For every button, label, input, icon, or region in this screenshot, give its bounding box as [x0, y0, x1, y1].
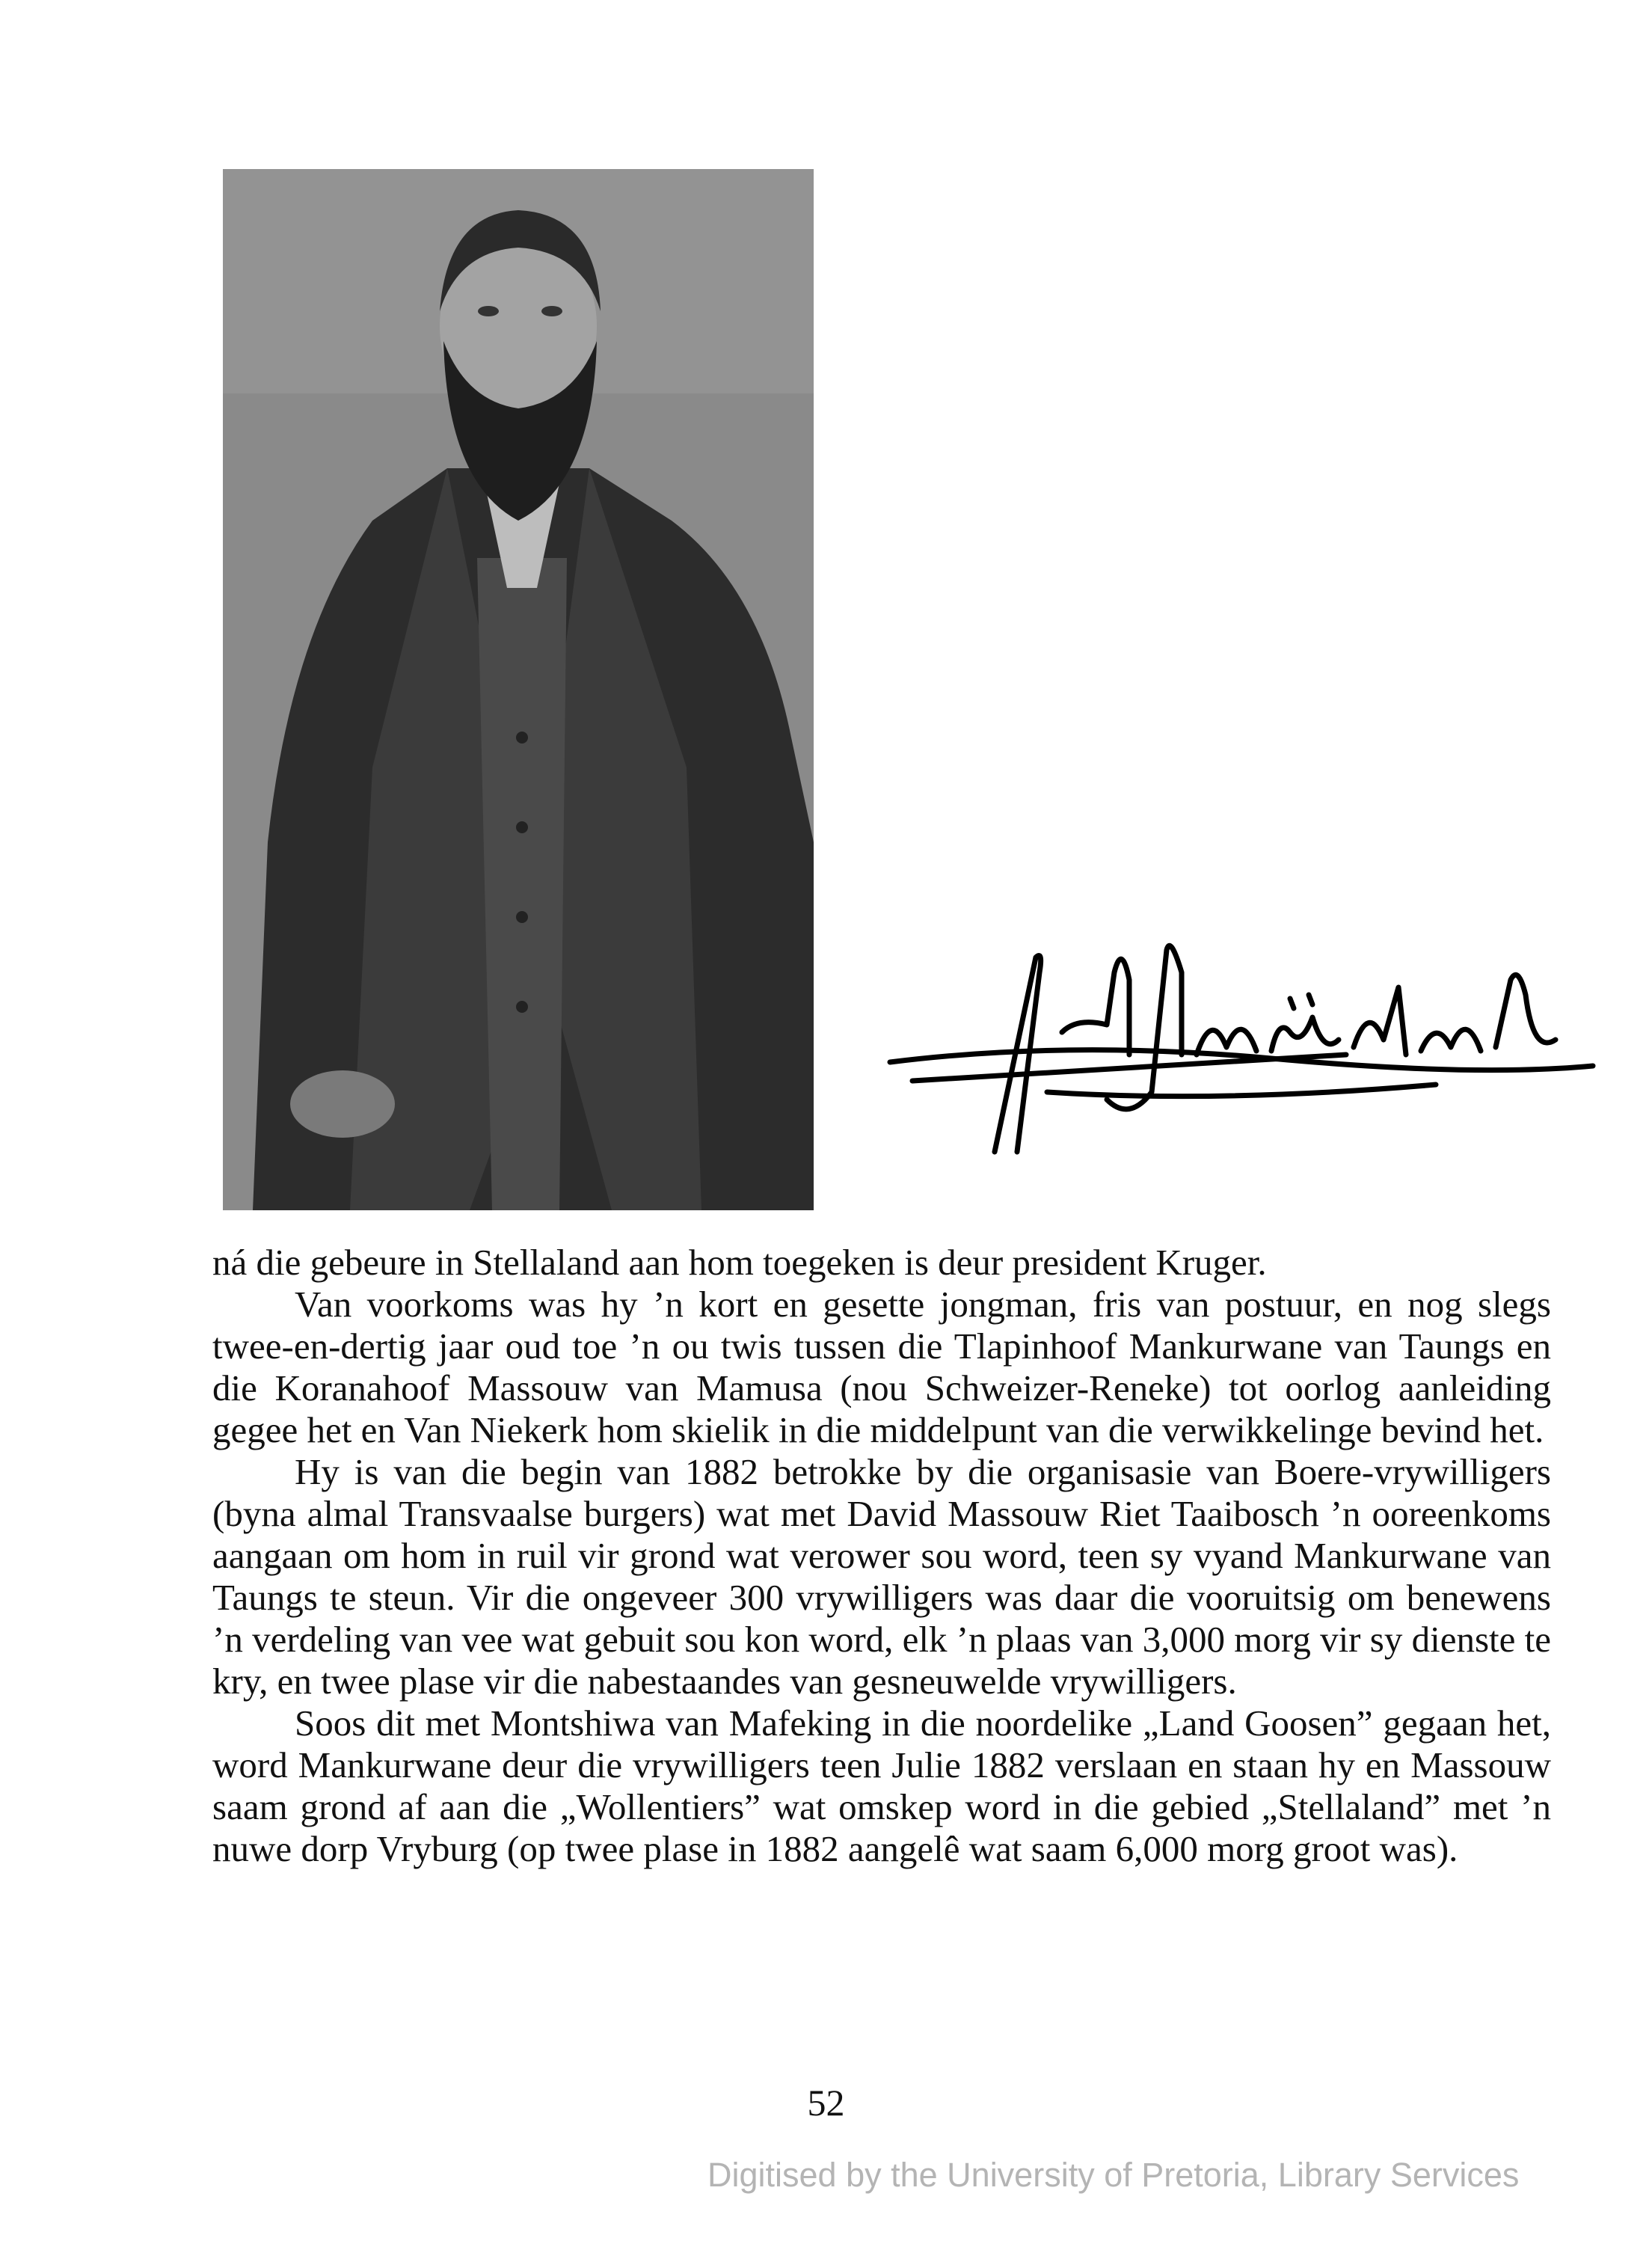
digitisation-footer: Digitised by the University of Pretoria, Library Services: [707, 2156, 1520, 2194]
paragraph-volunteers: Hy is van die begin van 1882 betrokke by die organisasie van Boere-vrywilligers (byna almal Transvaalse burgers) wat met David Massouw Riet Taaibosch ’n ooreenkoms aangaan om hom in ruil vir grond wat verower sou word, teen sy vyand Mankurwane van Taungs te steun. Vir die ongeveer 300 vrywilligers was daar die vooruitsig om benewens ’n verdeling van vee wat gebuit sou kon word, elk ’n plaas van 3,000 morg vir sy dienste te kry, en twee plase vir die nabestaandes van gesneuwelde vrywilligers.: [212, 1451, 1551, 1702]
portrait-photo: [223, 169, 814, 1210]
paragraph-continuation: ná die gebeure in Stellaland aan hom toegeken is deur president Kruger.: [212, 1242, 1267, 1283]
body-text: [212, 1242, 1551, 1870]
signature: [882, 928, 1600, 1197]
paragraph-appearance: Van voorkoms was hy ’n kort en gesette jongman, fris van postuur, en nog slegs twee-en-dertig jaar oud toe ’n ou twis tussen die Tlapinhoof Mankurwane van Taungs en die Koranahoof Massouw van Mamusa (nou Schweizer-Reneke) tot oorlog aanleiding gegee het en Van Niekerk hom skielik in die middelpunt van die verwikkelinge bevind het.: [212, 1284, 1551, 1450]
page-number: 52: [807, 2082, 845, 2124]
paragraph-stellaland: Soos dit met Montshiwa van Mafeking in die noordelike „Land Goosen” gegaan het, word Mankurwane deur die vrywilligers teen Julie 1882 verslaan en staan hy en Massouw saam grond af aan die „Wollentiers” wat omskep word in die gebied „Stellaland” met ’n nuwe dorp Vryburg (op twee plase in 1882 aangelê wat saam 6,000 morg groot was).: [212, 1702, 1551, 1869]
